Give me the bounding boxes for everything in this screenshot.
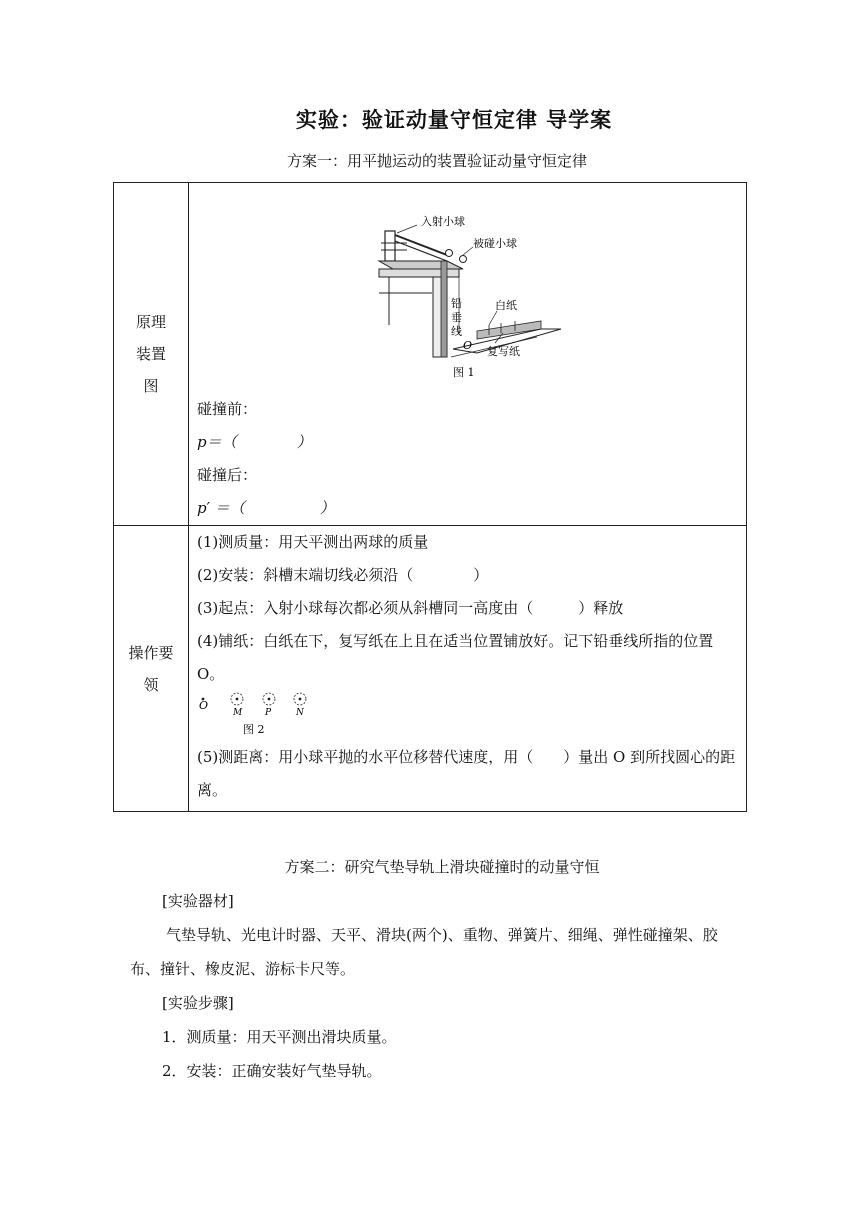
apparatus-diagram	[377, 213, 567, 383]
equipment-text: 气垫导轨、光电计时器、天平、滑块(两个)、重物、弹簧片、细绳、弹性碰撞架、胶布、撞针、橡皮泥、游标卡尺等。	[130, 926, 718, 978]
principle-label: 原理装置图	[135, 313, 166, 395]
plan1-table	[113, 182, 747, 812]
step-install: (2)安装：斜槽末端切线必须沿（ ）	[197, 566, 489, 584]
principle-label-cell	[114, 183, 189, 526]
momentum-after: p′ ＝（ ）	[197, 499, 335, 517]
plan1-title: 方案一：用平抛运动的装置验证动量守恒定律	[286, 152, 587, 170]
apparatus-figure	[197, 183, 740, 393]
plan2-title: 方案二：研究气垫导轨上滑块碰撞时的动量守恒	[284, 858, 600, 876]
label-incident-ball: 入射小球	[421, 215, 465, 228]
label-target-ball: 被碰小球	[473, 237, 517, 250]
landing-points-figure	[197, 691, 740, 741]
label-carbon-paper: 复写纸	[487, 345, 520, 358]
step-measure-distance: (5)测距离：用小球平抛的水平位移替代速度，用（ ）量出 O 到所找圆心的距离。	[197, 748, 736, 799]
label-plumb-1: 铅	[451, 297, 462, 310]
point-p-label: P	[265, 708, 272, 718]
equipment-heading: [实验器材]	[162, 892, 234, 910]
step-measure-slider-mass: 1．测质量：用天平测出滑块质量。	[162, 1028, 397, 1046]
operation-row	[114, 526, 747, 812]
steps-heading: [实验步骤]	[162, 994, 234, 1012]
point-m-label: M	[233, 708, 243, 718]
operation-label: 操作要领	[128, 643, 174, 694]
point-o-label: O	[199, 699, 209, 712]
label-plumb-2: 垂	[451, 311, 462, 324]
principle-row	[114, 183, 747, 526]
figure1-caption: 图 1	[453, 366, 475, 379]
step-install-airtrack: 2．安装：正确安装好气垫导轨。	[162, 1062, 382, 1080]
after-label: 碰撞后：	[197, 466, 258, 484]
point-n-label: N	[296, 708, 304, 718]
label-plumb-3: 线	[451, 325, 462, 338]
page-title: 实验：验证动量守恒定律 导学案	[295, 107, 613, 132]
step-measure-mass: (1)测质量：用天平测出两球的质量	[197, 533, 429, 551]
landing-points-diagram	[197, 691, 337, 741]
before-label: 碰撞前：	[197, 400, 258, 418]
operation-label-cell	[114, 526, 189, 812]
figure2-caption: 图 2	[243, 723, 265, 736]
label-white-paper: 白纸	[495, 299, 517, 312]
momentum-before: p＝（ ）	[197, 433, 312, 451]
label-point-o: O	[463, 339, 473, 352]
operation-content-cell	[189, 526, 747, 812]
principle-content-cell	[189, 183, 747, 526]
step-start-point: (3)起点：入射小球每次都必须从斜槽同一高度由（ ）释放	[197, 599, 624, 617]
step-lay-paper: (4)铺纸：白纸在下，复写纸在上且在适当位置铺放好。记下铅垂线所指的位置 O。	[197, 632, 714, 683]
